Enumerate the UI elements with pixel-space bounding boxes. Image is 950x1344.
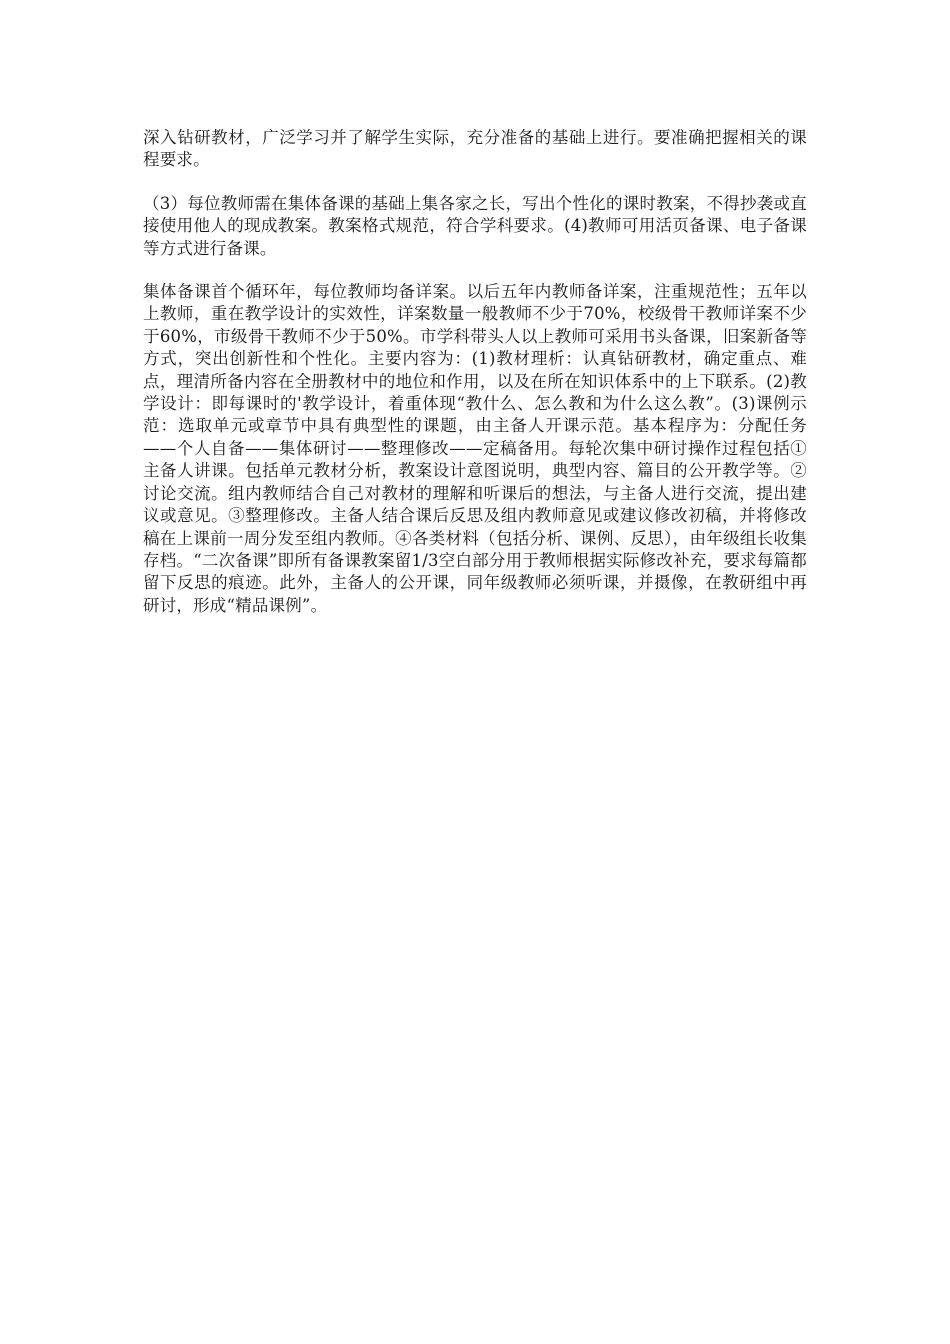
paragraph-3: 集体备课首个循环年，每位教师均备详案。以后五年内教师备详案，注重规范性；五年以上教师，重在教学设计的实效性，详案数量一般教师不少于70%，校级骨干教师详案不少于60%，市级骨干教师不少于50%。市学科带头人以上教师可采用书头备课，旧案新备等方式，突出创新性和个性化。主要内容为：(1)教材理析：认真钻研教材，确定重点、难点，理清所备内容在全册教材中的地位和作用，以及在所在知识体系中的上下联系。(2)教学设计：即每课时的'教学设计，着重体现“教什么、怎么教和为什么这么教”。(3)课例示范：选取单元或章节中具有典型性的课题，由主备人开课示范。基本程序为：分配任务——个人自备——集体研讨——整理修改——定稿备用。每轮次集中研讨操作过程包括①主备人讲课。包括单元教材分析，教案设计意图说明，典型内容、篇目的公开教学等。②讨论交流。组内教师结合自己对教材的理解和听课后的想法，与主备人进行交流，提出建议或意见。③整理修改。主备人结合课后反思及组内教师意见或建议修改初稿，并将修改稿在上课前一周分发至组内教师。④各类材料（包括分析、课例、反思），由年级组长收集存档。“二次备课”即所有备课教案留1/3空白部分用于教师根据实际修改补充，要求每篇都留下反思的痕迹。此外，主备人的公开课，同年级教师必须听课，并摄像，在教研组中再研讨，形成“精品课例”。 [143,282,807,615]
document-body [143,127,807,638]
paragraph-2: （3）每位教师需在集体备课的基础上集各家之长，写出个性化的课时教案，不得抄袭或直接使用他人的现成教案。教案格式规范，符合学科要求。(4)教师可用活页备课、电子备课等方式进行备课。 [143,193,807,258]
paragraph-1: 深入钻研教材，广泛学习并了解学生实际，充分准备的基础上进行。要准确把握相关的课程要求。 [143,128,807,170]
